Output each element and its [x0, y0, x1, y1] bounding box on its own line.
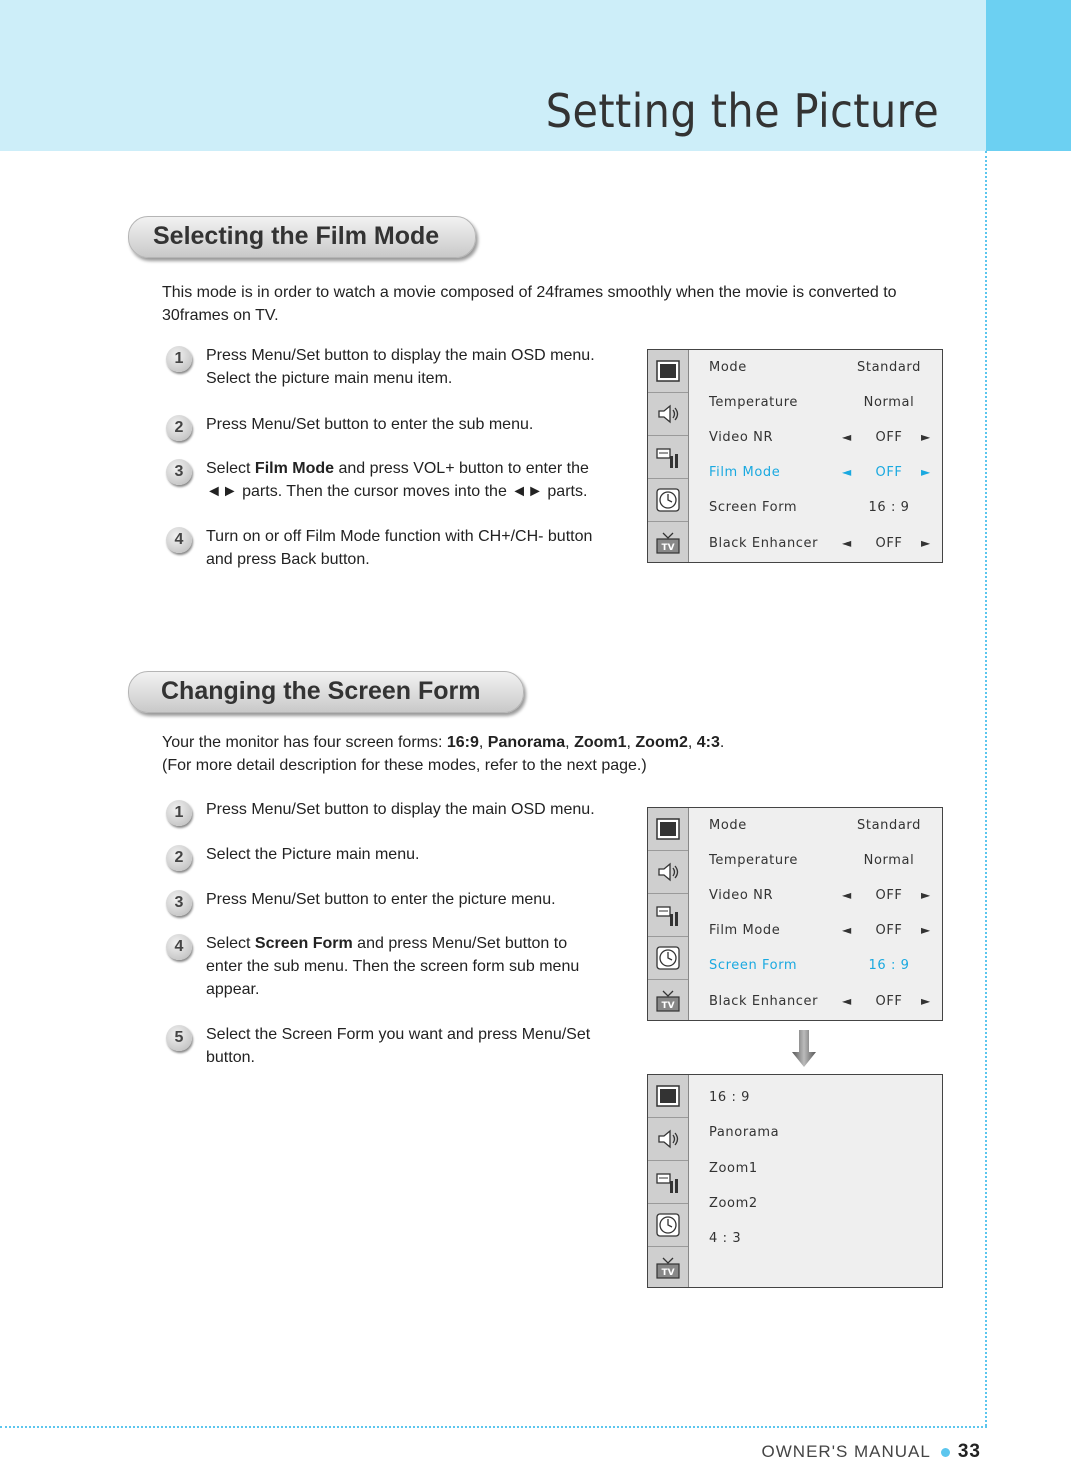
- osd-row-value: OFF: [875, 994, 903, 1009]
- osd-row-video-nr[interactable]: [709, 430, 934, 450]
- submenu-option-label: 4 : 3: [709, 1231, 742, 1246]
- form-4-3: 4:3: [696, 734, 720, 751]
- osd-row-temperature[interactable]: [709, 395, 934, 415]
- osd-row-value: OFF: [875, 430, 903, 445]
- step-text: Press Menu/Set button to enter the sub menu.: [206, 416, 534, 433]
- step-text-bold: Film Mode: [254, 460, 335, 477]
- setup-icon: [648, 1161, 688, 1204]
- osd-icon-column: [648, 808, 689, 1020]
- submenu-option-label: 16 : 9: [709, 1090, 751, 1105]
- osd-row-value: Normal: [863, 395, 915, 410]
- osd-row-value: OFF: [875, 536, 903, 551]
- osd-row-value: 16 : 9: [868, 500, 910, 515]
- osd-row-label: Video NR: [709, 888, 774, 903]
- film-mode-intro: This mode is in order to watch a movie composed of 24frames smoothly when the movie is converted to 30frames on TV.: [162, 284, 897, 324]
- osd-row-value: 16 : 9: [868, 958, 910, 973]
- osd-row-label: Mode: [709, 818, 747, 833]
- step-number: 5: [166, 1025, 192, 1051]
- right-arrow-icon[interactable]: ►: [921, 888, 931, 902]
- osd-row-temperature[interactable]: [709, 853, 934, 873]
- page-title: Setting the Picture: [545, 84, 939, 138]
- step-text: Press Menu/Set button to display the main OSD menu. Select the picture main menu item.: [206, 347, 595, 387]
- submenu-option-16-9[interactable]: [709, 1090, 934, 1110]
- arrow-down-icon: [792, 1030, 816, 1068]
- tv-icon-label: TV: [661, 543, 675, 553]
- form-zoom1: Zoom1: [574, 734, 627, 751]
- step-number: 4: [166, 527, 192, 553]
- picture-icon: [648, 808, 688, 851]
- osd-row-label: Temperature: [709, 395, 798, 410]
- intro-note: (For more detail description for these modes, refer to the next page.): [162, 757, 647, 774]
- osd-menu-screen-form: [647, 807, 943, 1021]
- left-arrow-icon[interactable]: ◄: [842, 465, 852, 479]
- intro-pre: Your the monitor has four screen forms:: [162, 734, 447, 751]
- picture-icon: [648, 350, 688, 393]
- osd-screen-form-submenu: [647, 1074, 943, 1288]
- osd-row-label: Screen Form: [709, 958, 798, 973]
- osd-row-value: OFF: [875, 465, 903, 480]
- page-number: 33: [957, 1441, 981, 1462]
- osd-icon-column: [648, 1075, 689, 1287]
- osd-menu-film-mode: [647, 349, 943, 563]
- submenu-option-label: Zoom1: [709, 1161, 758, 1176]
- submenu-option-zoom1[interactable]: [709, 1161, 934, 1181]
- osd-row-black-enhancer[interactable]: [709, 536, 934, 556]
- osd-row-label: Screen Form: [709, 500, 798, 515]
- form-panorama: Panorama: [487, 734, 566, 751]
- osd-row-label: Film Mode: [709, 465, 781, 480]
- osd-row-mode[interactable]: [709, 818, 934, 838]
- osd-row-label: Temperature: [709, 853, 798, 868]
- osd-row-film-mode[interactable]: [709, 465, 934, 485]
- tv-icon-label: TV: [661, 1001, 675, 1011]
- step-number: 3: [166, 890, 192, 916]
- timer-icon: [648, 479, 688, 522]
- osd-row-value: Standard: [857, 360, 921, 375]
- header-tab: [986, 0, 1071, 151]
- step-text: Press Menu/Set button to display the main OSD menu.: [206, 801, 595, 818]
- tv-icon-label: TV: [661, 1268, 675, 1278]
- tv-icon: [648, 1247, 688, 1289]
- submenu-option-4-3[interactable]: [709, 1231, 934, 1251]
- setup-icon: [648, 436, 688, 479]
- step-number: 1: [166, 800, 192, 826]
- form-16-9: 16:9: [446, 734, 479, 751]
- step-text-post: and press Menu/Set button to enter the sub menu. Then the screen form sub menu appear.: [206, 935, 580, 998]
- footer-bullet-icon: [941, 1448, 950, 1457]
- left-arrow-icon[interactable]: ◄: [842, 536, 852, 550]
- screen-form-intro: Your the monitor has four screen forms: 16:9, Panorama, Zoom1, Zoom2, 4:3. (For more detail description for these modes, refer to the next page.): [162, 734, 725, 774]
- right-arrow-icon[interactable]: ►: [921, 465, 931, 479]
- section-heading-screen-form-text: Changing the Screen Form: [161, 677, 481, 705]
- osd-row-screen-form[interactable]: [709, 958, 934, 978]
- osd-icon-column: [648, 350, 689, 562]
- timer-icon: [648, 937, 688, 980]
- section-heading-screen-form: [128, 671, 524, 713]
- right-arrow-icon[interactable]: ►: [921, 923, 931, 937]
- step-number: 2: [166, 845, 192, 871]
- step-text-bold: Screen Form: [254, 935, 353, 952]
- osd-row-label: Film Mode: [709, 923, 781, 938]
- page-footer: [762, 1441, 981, 1463]
- osd-row-label: Video NR: [709, 430, 774, 445]
- submenu-option-label: Panorama: [709, 1125, 780, 1140]
- osd-row-value: Standard: [857, 818, 921, 833]
- osd-row-black-enhancer[interactable]: [709, 994, 934, 1014]
- sound-icon: [648, 393, 688, 436]
- sound-icon: [648, 1118, 688, 1161]
- step-text-post: and press VOL+ button to enter the ◄► parts. Then the cursor moves into the ◄► parts.: [206, 460, 589, 500]
- section-heading-film-mode-text: Selecting the Film Mode: [153, 222, 440, 250]
- step-text-pre: Select: [206, 460, 255, 477]
- tv-icon: [648, 522, 688, 564]
- section-heading-film-mode: [128, 216, 476, 258]
- step-number: 4: [166, 934, 192, 960]
- setup-icon: [648, 894, 688, 937]
- left-arrow-icon[interactable]: ◄: [842, 923, 852, 937]
- submenu-option-label: Zoom2: [709, 1196, 758, 1211]
- step-number: 2: [166, 415, 192, 441]
- left-arrow-icon[interactable]: ◄: [842, 430, 852, 444]
- picture-icon: [648, 1075, 688, 1118]
- step-text: [206, 457, 606, 503]
- timer-icon: [648, 1204, 688, 1247]
- osd-row-mode[interactable]: [709, 360, 934, 380]
- osd-row-label: Mode: [709, 360, 747, 375]
- step-number: 1: [166, 346, 192, 372]
- bottom-dotted-rule: [0, 1426, 987, 1428]
- osd-row-label: Black Enhancer: [709, 536, 819, 551]
- osd-row-value: OFF: [875, 923, 903, 938]
- right-dotted-rule: [985, 151, 987, 1426]
- osd-row-label: Black Enhancer: [709, 994, 819, 1009]
- step-text: [206, 932, 606, 1001]
- submenu-option-zoom2[interactable]: [709, 1196, 934, 1216]
- step-text: Select the Screen Form you want and press Menu/Set button.: [206, 1026, 591, 1066]
- step-text: Select the Picture main menu.: [206, 846, 420, 863]
- osd-row-screen-form[interactable]: [709, 500, 934, 520]
- step-text: Turn on or off Film Mode function with CH+/CH- button and press Back button.: [206, 528, 593, 568]
- osd-row-film-mode[interactable]: [709, 923, 934, 943]
- osd-row-value: Normal: [863, 853, 915, 868]
- left-arrow-icon[interactable]: ◄: [842, 888, 852, 902]
- step-text: Press Menu/Set button to enter the picture menu.: [206, 891, 556, 908]
- footer-label: OWNER'S MANUAL: [761, 1442, 931, 1461]
- osd-row-video-nr[interactable]: [709, 888, 934, 908]
- step-text-pre: Select: [206, 935, 255, 952]
- right-arrow-icon[interactable]: ►: [921, 994, 931, 1008]
- sound-icon: [648, 851, 688, 894]
- form-zoom2: Zoom2: [635, 734, 688, 751]
- step-number: 3: [166, 459, 192, 485]
- right-arrow-icon[interactable]: ►: [921, 430, 931, 444]
- right-arrow-icon[interactable]: ►: [921, 536, 931, 550]
- submenu-option-panorama[interactable]: [709, 1125, 934, 1145]
- left-arrow-icon[interactable]: ◄: [842, 994, 852, 1008]
- tv-icon: [648, 980, 688, 1022]
- osd-row-value: OFF: [875, 888, 903, 903]
